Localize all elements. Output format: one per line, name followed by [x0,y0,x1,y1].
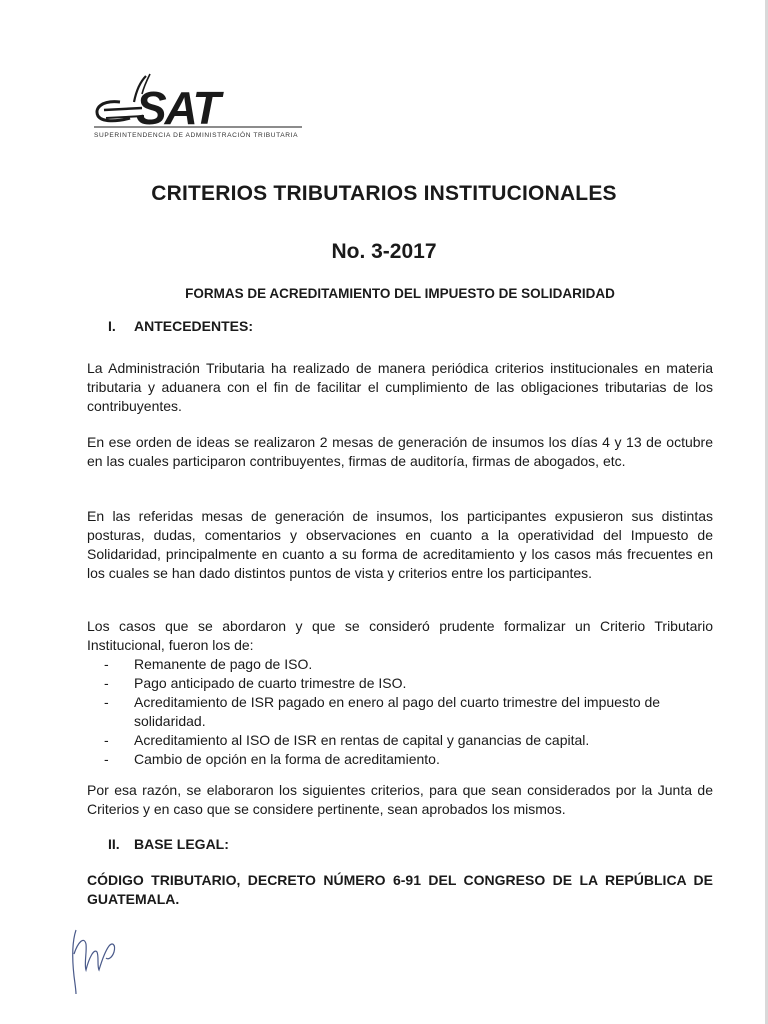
list-item-text: Acreditamiento de ISR pagado en enero al pago del cuarto trimestre del impuesto de solidaridad. [134,694,661,729]
section-heading-antecedentes [108,318,253,334]
cases-list [104,655,714,769]
document-number: No. 3-2017 [331,240,437,263]
section-number: I. [108,318,116,334]
legal-basis: CÓDIGO TRIBUTARIO, DECRETO NÚMERO 6-91 DEL CONGRESO DE LA REPÚBLICA DE GUATEMALA. [87,872,713,907]
section-title: ANTECEDENTES: [134,318,254,334]
list-item: - Acreditamiento al ISO de ISR en rentas de capital y ganancias de capital. [104,732,590,748]
sat-logo [90,72,320,152]
paragraph: La Administración Tributaria ha realizado de manera periódica criterios institucionales en materia tributaria y aduanera con el fin de facilitar el cumplimiento de las obligaciones tributarias de los contribuyentes. [87,360,713,414]
list-item-text: Cambio de opción en la forma de acreditamiento. [134,751,440,767]
list-item-text: Remanente de pago de ISO. [134,656,313,672]
list-item: - Remanente de pago de ISO. [104,656,313,672]
section-heading-base-legal [108,836,229,852]
list-item-text: Acreditamiento al ISO de ISR en rentas de capital y ganancias de capital. [134,732,590,748]
paragraph: Por esa razón, se elaboraron los siguientes criterios, para que sean considerados por la Junta de Criterios y en caso que se considere pertinente, sean aprobados los mismos. [87,782,713,817]
sat-logo-mark [90,72,310,132]
paragraph: En las referidas mesas de generación de insumos, los participantes expusieron sus distintas posturas, dudas, comentarios y observaciones en cuanto a la operatividad del Impuesto de Solidaridad, principalmente en cuanto a su forma de acreditamiento y los casos más frecuentes en los cuales se han dado distintos puntos de vista y criterios entre los participantes. [87,508,713,581]
svg-text:SAT: SAT [136,82,219,132]
document-subtitle: FORMAS DE ACREDITAMIENTO DEL IMPUESTO DE SOLIDARIDAD [185,286,615,301]
section-title: BASE LEGAL: [134,836,229,852]
list-item: - Pago anticipado de cuarto trimestre de ISO. [104,675,407,691]
document-title: CRITERIOS TRIBUTARIOS INSTITUCIONALES [151,182,617,205]
signature-icon [64,924,124,1001]
list-item: - Acreditamiento de ISR pagado en enero al pago del cuarto trimestre del impuesto de solidaridad. [104,694,661,729]
logo-caption: SUPERINTENDENCIA DE ADMINISTRACIÓN TRIBUTARIA [94,132,299,139]
paragraph: Los casos que se abordaron y que se consideró prudente formalizar un Criterio Tributario Institucional, fueron los de: [87,618,713,653]
section-number: II. [108,836,120,852]
paragraph: En ese orden de ideas se realizaron 2 mesas de generación de insumos los días 4 y 13 de octubre en las cuales participaron contribuyentes, firmas de auditoría, firmas de abogados, etc. [87,434,713,469]
list-item-text: Pago anticipado de cuarto trimestre de ISO. [134,675,407,691]
list-item: - Cambio de opción en la forma de acreditamiento. [104,751,440,767]
